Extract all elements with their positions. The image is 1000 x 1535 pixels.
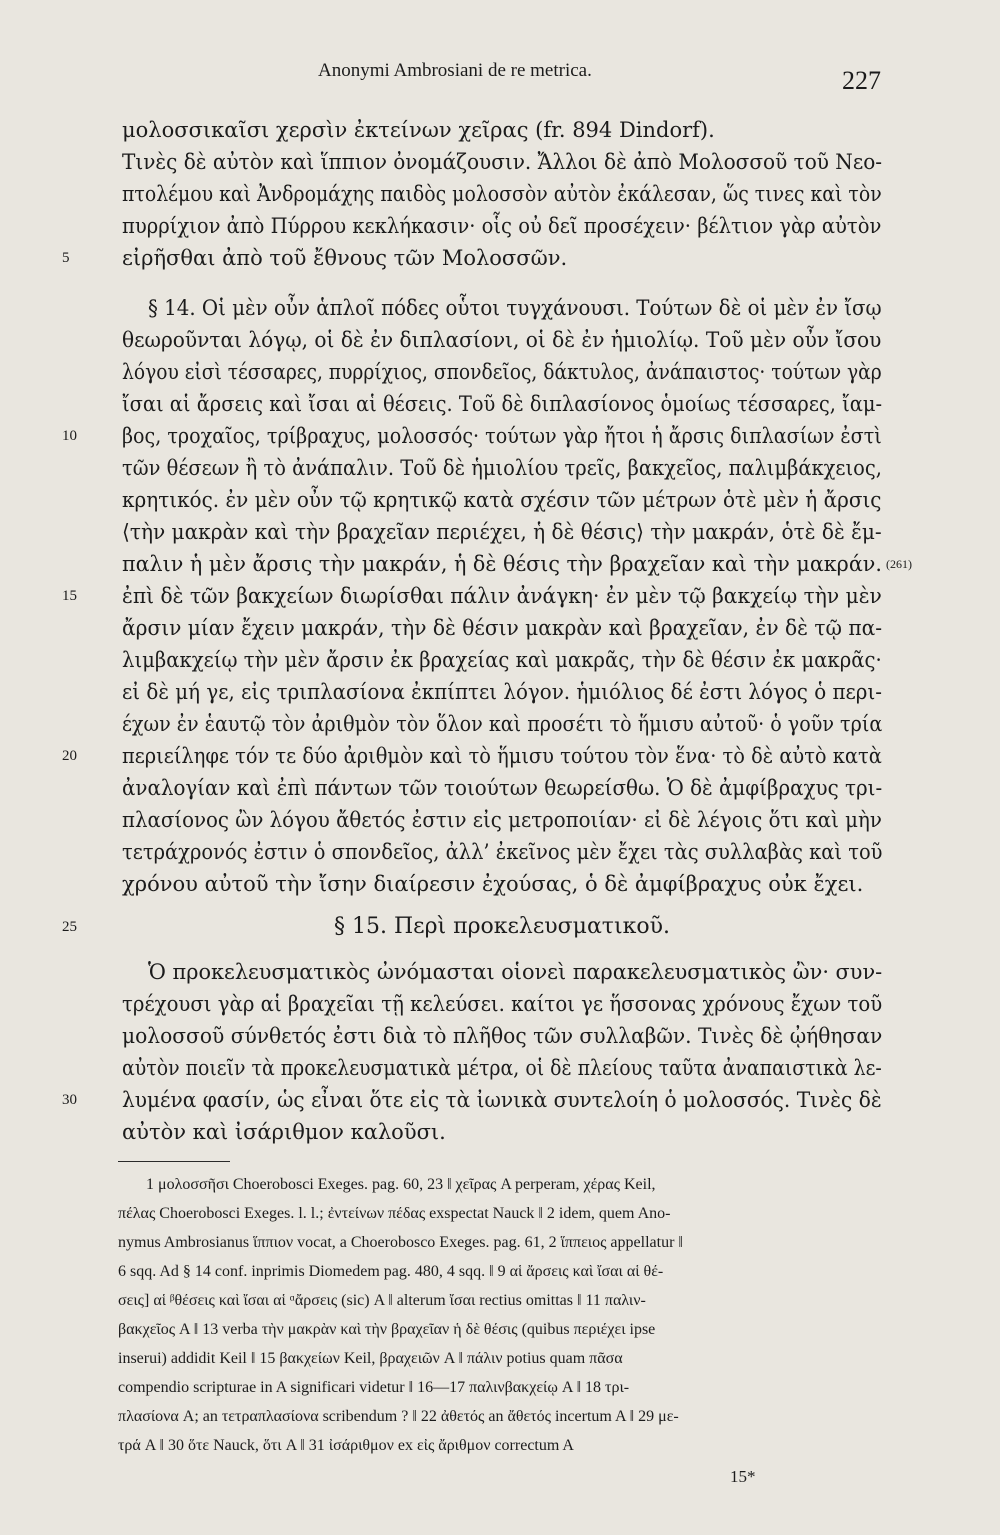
footnote-line: compendio scripturae in A significari videtur ‖ 16—17 παλινβακχείῳ A ‖ 18 τρι- — [118, 1379, 630, 1396]
text-line: θεωροῦνται λόγῳ, οἱ δὲ ἐν διπλασίονι, οἱ δὲ ἐν ἡμιολίῳ. Τοῦ μὲν οὖν ἴσου — [122, 328, 882, 352]
margin-reference: (261) — [886, 557, 912, 571]
footnote-line: βακχεῖος A ‖ 13 verba τὴν μακρὰν καὶ τὴν βραχεῖαν ἡ δὲ θέσις (quibus περιέχει ipse — [118, 1321, 656, 1338]
running-title: Anonymi Ambrosiani de re metrica. — [318, 60, 592, 81]
text-line: βος, τροχαῖος, τρίβραχυς, μολοσσός· τούτων γὰρ ἤτοι ἡ ἄρσις διπλασίων ἐστὶ — [122, 424, 882, 448]
page-number: 227 — [842, 66, 881, 95]
footnote-line: inserui) addidit Keil ‖ 15 βακχείων Keil, βραχειῶν A ‖ πάλιν potius quam πᾶσα — [118, 1350, 623, 1367]
text-line: μολοσσικαῖσι χερσὶν ἐκτείνων χεῖρας (fr. 894 Dindorf). — [122, 118, 715, 142]
text-line: πυρρίχιον ἀπὸ Πύρρου κεκλήκασιν· οἷς οὐ δεῖ προσέχειν· βέλτιον γὰρ αὐτὸν — [122, 214, 882, 238]
text-line: τετράχρονός ἐστιν ὁ σπονδεῖος, ἀλλ’ ἐκεῖνος μὲν ἔχει τὰς συλλαβὰς καὶ τοῦ — [122, 840, 883, 864]
section-heading: § 15. Περὶ προκελευσματικοῦ. — [334, 914, 670, 939]
text-line: ⟨τὴν μακρὰν καὶ τὴν βραχεῖαν περιέχει, ἡ δὲ θέσις⟩ τὴν μακράν, ὁτὲ δὲ ἔμ- — [122, 520, 882, 544]
text-line: τῶν θέσεων ἢ τὸ ἀνάπαλιν. Τοῦ δὲ ἡμιολίου τρεῖς, βακχεῖος, παλιμβάκχειος, — [122, 456, 882, 480]
line-number: 10 — [62, 428, 77, 444]
footnote-rule — [118, 1161, 230, 1162]
text-line: μολοσσοῦ σύνθετός ἐστι διὰ τὸ πλῆθος τῶν συλλαβῶν. Τινὲς δὲ ᾠήθησαν — [122, 1024, 883, 1048]
footnote-line: 6 sqq. Ad § 14 conf. inprimis Diomedem pag. 480, 4 sqq. ‖ 9 αἱ ἄρσεις καὶ ἴσαι αἱ θέ- — [118, 1263, 664, 1280]
text-line: Ὁ προκελευσματικὸς ὠνόμασται οἱονεὶ παρακελευσματικὸς ὢν· συν- — [148, 960, 883, 984]
text-line: τρέχουσι γὰρ αἱ βραχεῖαι τῇ κελεύσει. καίτοι γε ἥσσονας χρόνους ἔχων τοῦ — [122, 992, 883, 1016]
footnote-line: 1 μολοσσῆσι Choerobosci Exeges. pag. 60, 23 ‖ χεῖρας A perperam, χέρας Keil, — [146, 1176, 656, 1193]
page-header — [0, 56, 1000, 96]
footnote-line: πέλας Choerobosci Exeges. l. l.; ἐντείνων πέδας exspectat Nauck ‖ 2 idem, quem Ano- — [118, 1205, 671, 1222]
text-line: αὐτὸν ποιεῖν τὰ προκελευσματικὰ μέτρα, οἱ δὲ πλείους ταῦτα ἀναπαιστικὰ λε- — [122, 1056, 882, 1080]
signature-mark: 15* — [730, 1467, 756, 1486]
text-line: ἀναλογίαν καὶ ἐπὶ πάντων τῶν τοιούτων θεωρείσθω. Ὁ δὲ ἀμφίβραχυς τρι- — [122, 776, 883, 800]
text-line: λόγου εἰσὶ τέσσαρες, πυρρίχιος, σπονδεῖος, δάκτυλος, ἀνάπαιστος· τούτων γὰρ — [122, 360, 882, 384]
line-number: 5 — [62, 250, 70, 266]
text-line: ἄρσιν μίαν ἔχειν μακράν, τὴν δὲ θέσιν μακρὰν καὶ βραχεῖαν, ἐν δὲ τῷ πα- — [122, 616, 883, 640]
text-line: περιείληφε τόν τε δύο ἀριθμὸν καὶ τὸ ἥμισυ τούτου τὸν ἕνα· τὸ δὲ αὐτὸ κατὰ — [122, 744, 882, 768]
text-line: ἴσαι αἱ ἄρσεις καὶ ἴσαι αἱ θέσεις. Τοῦ δὲ διπλασίονος ὁμοίως τέσσαρες, ἴαμ- — [122, 392, 883, 416]
text-line: πτολέμου καὶ Ἀνδρομάχης παιδὸς μολοσσὸν αὐτὸν ἐκάλεσαν, ὥς τινες καὶ τὸν — [122, 182, 882, 206]
text-line: χρόνου αὐτοῦ τὴν ἴσην διαίρεσιν ἐχούσας, ὁ δὲ ἀμφίβραχυς οὐκ ἔχει. — [122, 872, 864, 896]
line-number: 30 — [62, 1092, 77, 1108]
text-line: κρητικός. ἐν μὲν οὖν τῷ κρητικῷ κατὰ σχέσιν τῶν μέτρων ὁτὲ μὲν ἡ ἄρσις — [122, 488, 882, 512]
text-line: λιμβακχείῳ τὴν μὲν ἄρσιν ἐκ βραχείας καὶ μακρᾶς, τὴν δὲ θέσιν ἐκ μακρᾶς· — [122, 648, 882, 672]
text-line: ἐπὶ δὲ τῶν βακχείων διωρίσθαι πάλιν ἀνάγκη· ἐν μὲν τῷ βακχείῳ τὴν μὲν — [122, 584, 882, 608]
footnote-line: nymus Ambrosianus ἵππιον vocat, a Choerobosco Exeges. pag. 61, 2 ἵππειος appellatur ‖ — [118, 1234, 683, 1251]
line-number: 25 — [62, 919, 77, 935]
footnote-line: πλασίονα A; an τετραπλασίονα scribendum ? ‖ 22 ἀθετός an ἄθετός incertum A ‖ 29 με- — [118, 1408, 679, 1425]
footnote-line: τρά A ‖ 30 ὅτε Nauck, ὅτι A ‖ 31 ἰσάριθμον ex εἰς ἄριθμον correctum A — [118, 1437, 574, 1454]
text-line: αὐτὸν καὶ ἰσάριθμον καλοῦσι. — [122, 1120, 446, 1144]
text-line: εἰρῆσθαι ἀπὸ τοῦ ἔθνους τῶν Μολοσσῶν. — [122, 246, 568, 270]
text-line: Τινὲς δὲ αὐτὸν καὶ ἵππιον ὀνομάζουσιν. Ἄλλοι δὲ ἀπὸ Μολοσσοῦ τοῦ Νεο- — [122, 150, 883, 174]
text-line: λυμένα φασίν, ὡς εἶναι ὅτε εἰς τὰ ἰωνικὰ συντελοίη ὁ μολοσσός. Τινὲς δὲ — [122, 1088, 882, 1112]
text-line: § 14. Οἱ μὲν οὖν ἁπλοῖ πόδες οὗτοι τυγχάνουσι. Τούτων δὲ οἱ μὲν ἐν ἴσῳ — [148, 296, 882, 320]
footnote-line: σεις] αἱ ᵝθέσεις καὶ ἴσαι αἱ ᵅἄρσεις (sic) A ‖ alterum ἴσαι rectius omittas ‖ 11 παλιν- — [118, 1292, 646, 1309]
text-line: έχων ἐν ἑαυτῷ τὸν ἀριθμὸν τὸν ὅλον καὶ προσέτι τὸ ἥμισυ αὐτοῦ· ὁ γοῦν τρία — [122, 712, 883, 736]
line-number: 15 — [62, 588, 77, 604]
text-line: παλιν ἡ μὲν ἄρσις τὴν μακράν, ἡ δὲ θέσις τὴν βραχεῖαν καὶ τὴν μακράν. — [122, 552, 882, 576]
text-line: εἰ δὲ μή γε, εἰς τριπλασίονα ἐκπίπτει λόγον. ἡμιόλιος δέ ἐστι λόγος ὁ περι- — [122, 680, 882, 704]
line-number: 20 — [62, 748, 77, 764]
text-line: πλασίονος ὢν λόγου ἄθετός ἐστιν εἰς μετροποιίαν· εἰ δὲ λέγοις ὅτι καὶ μὴν — [122, 808, 882, 832]
